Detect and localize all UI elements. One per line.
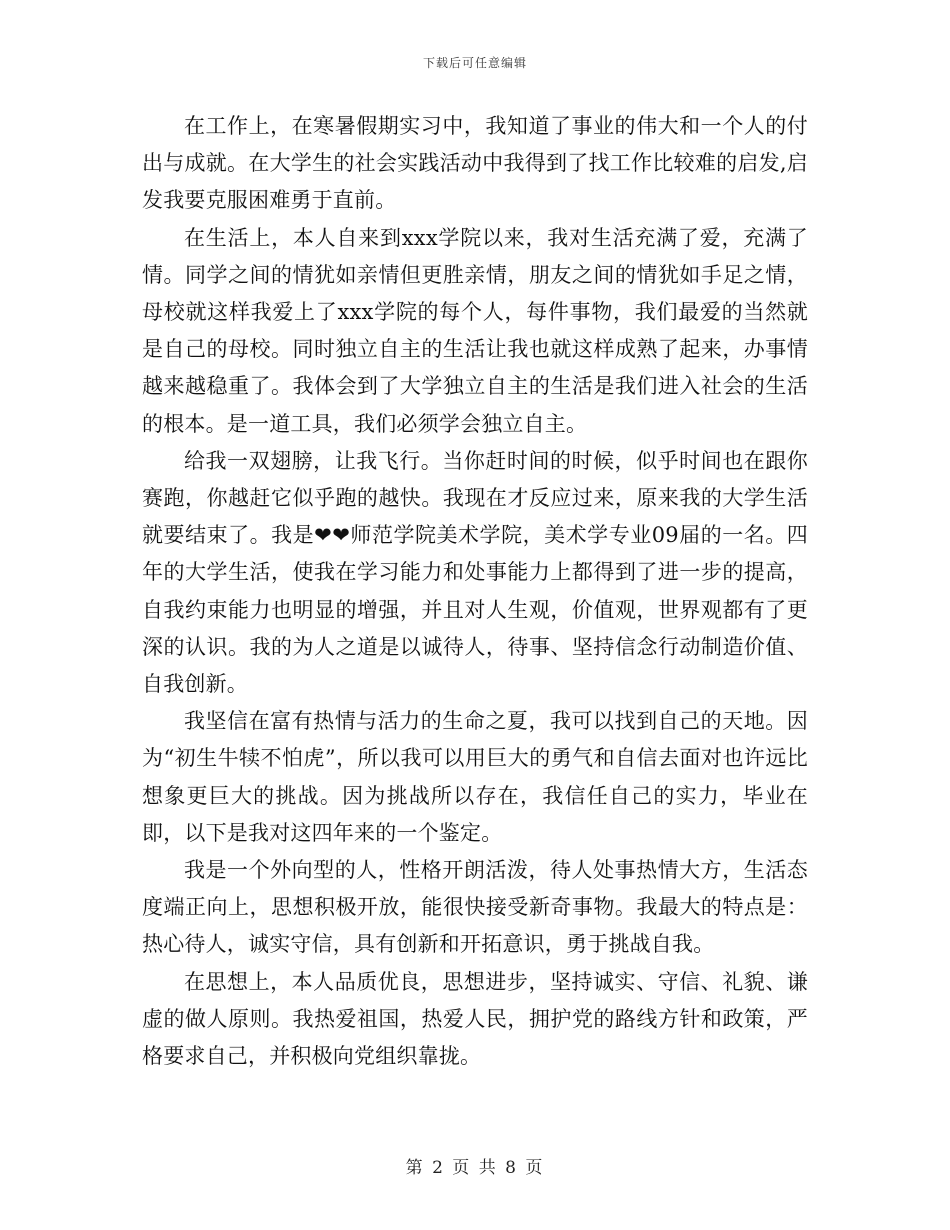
paragraph-work: 在工作上，在寒暑假期实习中，我知道了事业的伟大和一个人的付出与成就。在大学生的社会实践活动中我得到了找工作比较难的启发,启发我要克服困难勇于直前。 <box>142 114 808 213</box>
page-number: 第 2 页 共 8 页 <box>405 1158 545 1178</box>
page-header-note: 下载后可任意编辑 <box>422 56 527 70</box>
paragraph-life: 在生活上，本人自来到xxx学院以来，我对生活充满了爱，充满了情。同学之间的情犹如亲情但更胜亲情，朋友之间的情犹如手足之情，母校就这样我爱上了xxx学院的每个人，每件事物，我们最爱的当然就是自己的母校。同时独立自主的生活让我也就这样成熟了起来，办事情越来越稳重了。我体会到了大学独立自主的生活是我们进入社会的生活的根本。是一道工具，我们必须学会独立自主。 <box>142 225 808 436</box>
paragraph-personality: 我是一个外向型的人，性格开朗活泼，待人处事热情大方，生活态度端正向上，思想积极开放，能很快接受新奇事物。我最大的特点是：热心待人，诚实守信，具有创新和开拓意识，勇于挑战自我。 <box>142 858 808 957</box>
paragraph-belief: 我坚信在富有热情与活力的生命之夏，我可以找到自己的天地。因为“初生牛犊不怕虎”，所以我可以用巨大的勇气和自信去面对也许远比想象更巨大的挑战。因为挑战所以存在，我信任自己的实力，毕业在即，以下是我对这四年来的一个鉴定。 <box>142 709 808 845</box>
document-body <box>142 108 808 1075</box>
paragraph-thought: 在思想上，本人品质优良，思想进步，坚持诚实、守信、礼貌、谦虚的做人原则。我热爱祖国，热爱人民，拥护党的路线方针和政策，严格要求自己，并积极向党组织靠拢。 <box>142 969 808 1069</box>
paragraph-wings: 给我一双翅膀，让我飞行。当你赶时间的时候，似乎时间也在跟你赛跑，你越赶它似乎跑的越快。我现在才反应过来，原来我的大学生活就要结束了。我是❤❤师范学院美术学院，美术学专业09届的一名。四年的大学生活，使我在学习能力和处事能力上都得到了进一步的提高，自我约束能力也明显的增强，并且对人生观，价值观，世界观都有了更深的认识。我的为人之道是以诚待人，待事、坚持信念行动制造价值、自我创新。 <box>142 448 808 697</box>
